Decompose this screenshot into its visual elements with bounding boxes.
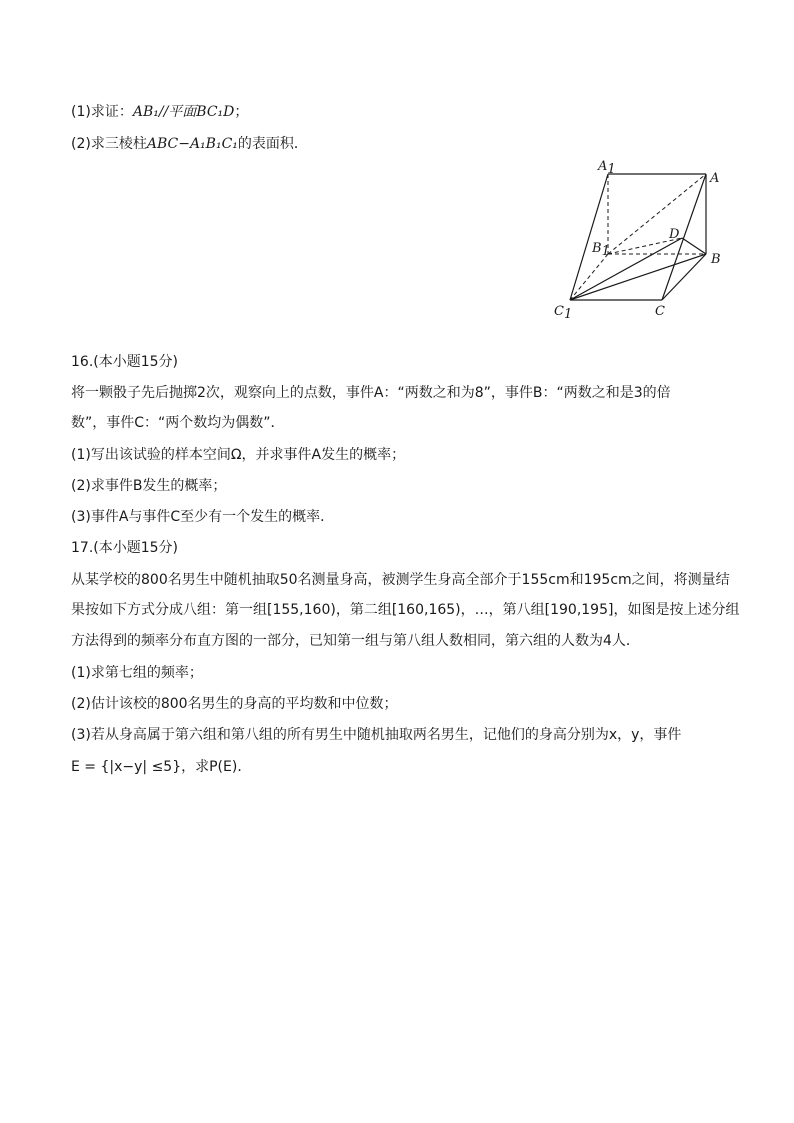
q17-part3-line2: E = {|x−y| ≤5}，求P(E)． bbox=[71, 759, 252, 775]
label-B: B bbox=[711, 252, 721, 267]
label-C: C bbox=[655, 304, 665, 319]
label-A: A bbox=[710, 171, 720, 186]
q16-part3: (3)事件A与事件C至少有一个发生的概率． bbox=[71, 509, 335, 525]
label-A1: A1 bbox=[598, 159, 616, 177]
label-B1: B1 bbox=[592, 241, 610, 259]
edge-C1-B bbox=[570, 254, 706, 300]
q16-part2: (2)求事件B发生的概率； bbox=[71, 478, 227, 494]
q17-header: 17.(本小题15分) bbox=[71, 540, 179, 556]
q15-part1: (1)求证：AB₁//平面BC₁D； bbox=[71, 104, 249, 120]
q17-stem-line2: 果按如下方式分成八组：第一组[155,160)，第二组[160,165)，…，第八组[190,195]，如图是按上述分组 bbox=[71, 602, 740, 618]
q17-stem-line3: 方法得到的频率分布直方图的一部分，已知第一组与第八组人数相同，第六组的人数为4人． bbox=[71, 633, 640, 649]
edge-A1-C1 bbox=[570, 174, 608, 300]
prism-figure bbox=[548, 150, 748, 330]
edge-D-B bbox=[682, 238, 706, 254]
q17-part3-line1: (3)若从身高属于第六组和第八组的所有男生中随机抽取两名男生，记他们的身高分别为x，y，事件 bbox=[71, 727, 682, 743]
q15-part2-math: ABC−A₁B₁C₁ bbox=[146, 136, 238, 152]
q16-header: 16.(本小题15分) bbox=[71, 354, 179, 370]
q17-part1: (1)求第七组的频率； bbox=[71, 665, 203, 681]
q17-part2: (2)估计该校的800名男生的身高的平均数和中位数； bbox=[71, 696, 398, 712]
q17-stem-line1: 从某学校的800名男生中随机抽取50名测量身高，被测学生身高全部介于155cm和195cm之间，将测量结 bbox=[71, 572, 730, 588]
edge-B1-A bbox=[608, 174, 706, 254]
label-D: D bbox=[669, 227, 680, 242]
label-C1: C1 bbox=[554, 304, 573, 322]
q16-stem-line2: 数”，事件C：“两个数均为偶数”． bbox=[71, 415, 285, 431]
q15-part1-math: AB₁//平面BC₁D bbox=[132, 104, 235, 120]
q16-stem-line1: 将一颗骰子先后抛掷2次，观察向上的点数，事件A：“两数之和为8”，事件B：“两数之和是3的倍 bbox=[71, 385, 671, 401]
q16-part1: (1)写出该试验的样本空间Ω，并求事件A发生的概率； bbox=[71, 447, 406, 463]
q15-part2: (2)求三棱柱ABC−A₁B₁C₁的表面积． bbox=[71, 136, 308, 152]
